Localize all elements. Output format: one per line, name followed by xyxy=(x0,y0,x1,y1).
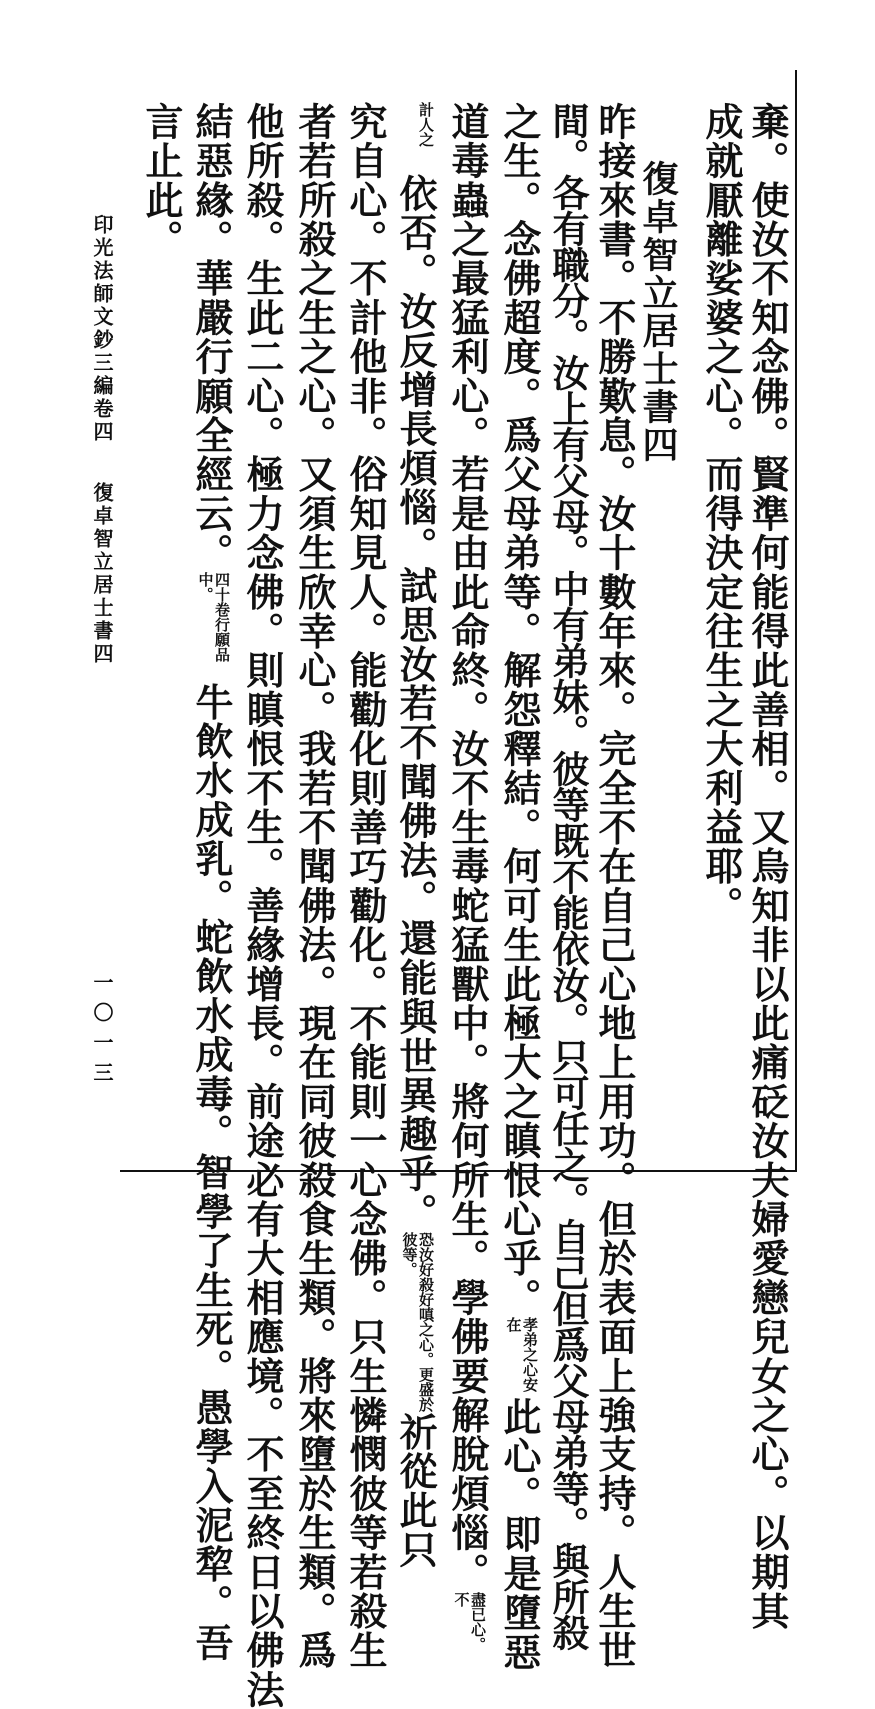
text-column-8 xyxy=(386,102,438,1570)
column-8-tail: 祈從此只 xyxy=(393,1412,438,1570)
text-column-12 xyxy=(182,102,234,1663)
text-column-10: 者若所殺之生之心。又須生欣幸心。我若不聞佛法。現在同彼殺食生類。將來墮於生類。爲 xyxy=(292,102,337,1670)
column-6-body: 之生。念佛超度。爲父母弟等。解怨釋結。何可生此極大之瞋恨心乎。 xyxy=(497,102,542,1318)
column-7-body: 道毒蟲之最猛利心。若是由此命終。汝不生毒蛇猛獸中。將何所生。學佛要解脫煩惱。 xyxy=(445,102,490,1592)
text-column-4: 昨接來書。不勝歎息。汝十數年來。完全不在自己心地上用功。但於表面上強支持。人生世 xyxy=(592,102,637,1670)
frame-right-rule xyxy=(795,70,797,1172)
letter-title: 復卓智立居士書四 xyxy=(637,160,679,464)
column-12-body: 結惡緣。華嚴行願全經云。 xyxy=(189,102,234,573)
inline-note-vows-chapter: 四十卷行願品中。 xyxy=(196,572,231,663)
text-column-7 xyxy=(438,102,490,1662)
inline-note-fear: 恐汝好殺好嗔之心。更盛於彼等。 xyxy=(400,1232,435,1413)
column-8-body: 依否。汝反增長煩惱。試思汝若不聞佛法。還能與世異趣乎。 xyxy=(393,174,438,1233)
inline-note-exhaust: 盡已心。不 xyxy=(452,1591,487,1652)
text-column-13: 言止此。 xyxy=(139,102,184,259)
text-column-9: 究自心。不計他非。俗知見人。能勸化則善巧勸化。不能則一心念佛。只生憐憫彼等若殺生 xyxy=(343,102,388,1670)
running-section-title: 復卓智立居士書四 xyxy=(90,482,114,666)
column-12-tail: 牛飲水成乳。蛇飲水成毒。智學了生死。愚學入泥犂。吾 xyxy=(189,682,234,1663)
text-column-2: 成就厭離娑婆之心。而得決定往生之大利益耶。 xyxy=(699,102,744,926)
text-column-11: 他所殺。生此二心。極力念佛。則瞋恨不生。善緣增長。前途必有大相應境。不至終日以佛法 xyxy=(240,102,285,1709)
page-number: 一〇一三 xyxy=(90,972,114,1092)
text-column-6 xyxy=(490,102,542,1672)
inline-note-filial: 孝弟之心安在 xyxy=(504,1317,539,1393)
running-book-title: 印光法師文鈔三編卷四 xyxy=(90,214,114,444)
inline-note-consider: 計人之 xyxy=(417,102,435,147)
text-column-1: 棄。使汝不知念佛。賢準何能得此善相。又烏知非以此痛砭汝夫婦愛戀兒女之心。以期其 xyxy=(745,102,790,1631)
column-6-tail: 此心。即是墮惡 xyxy=(497,1397,542,1672)
text-column-5: 間。各有職分。汝上有父母。中有弟妹。彼等既不能依汝。只可任之。自己但爲父母弟等。與所殺 xyxy=(546,102,590,1650)
